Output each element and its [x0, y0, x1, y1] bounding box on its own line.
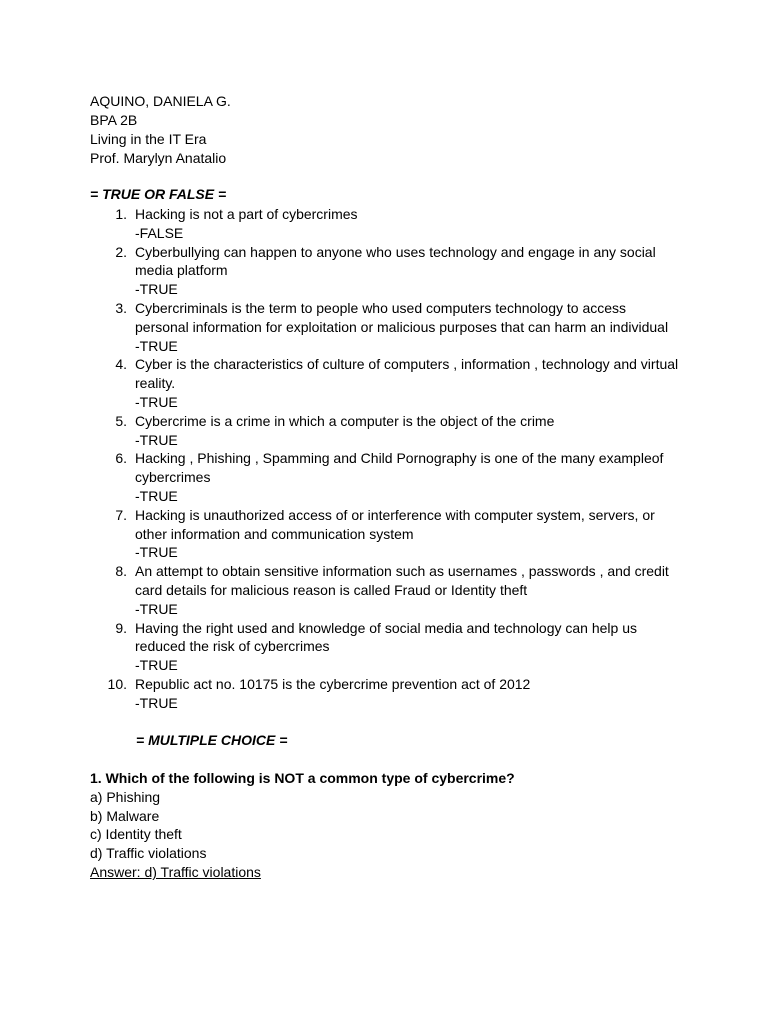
item-answer: -FALSE [135, 224, 184, 241]
list-item [90, 355, 690, 411]
student-section: BPA 2B [90, 112, 138, 128]
item-question: Cyberbullying can happen to anyone who uses technology and engage in any social media platform [135, 243, 656, 279]
item-number: 9. [115, 619, 127, 636]
item-answer: -TRUE [135, 431, 178, 448]
item-question: Cyber is the characteristics of culture of computers , information , technology and virtual reality. [135, 356, 679, 392]
list-item [90, 675, 690, 713]
item-number: 10. [107, 675, 127, 692]
mc-question: 1. Which of the following is NOT a common type of cybercrime? [90, 770, 515, 786]
item-question: Cybercriminals is the term to people who used computers technology to access personal information for exploitation or malicious purposes that can harm an individual [135, 299, 669, 335]
item-question: Having the right used and knowledge of social media and technology can help us reduced the risk of cybercrimes [135, 619, 637, 655]
mc-answer: Answer: d) Traffic violations [90, 863, 261, 880]
student-header [90, 92, 231, 168]
course-name: Living in the IT Era [90, 131, 207, 147]
list-item [90, 562, 690, 618]
item-number: 5. [115, 412, 127, 429]
true-false-list [90, 205, 690, 713]
item-answer: -TRUE [135, 544, 178, 561]
list-item [90, 412, 690, 450]
item-answer: -TRUE [135, 393, 178, 410]
mc-option: b) Malware [90, 807, 160, 824]
mc-option: d) Traffic violations [90, 845, 207, 862]
item-answer: -TRUE [135, 281, 178, 298]
multiple-choice-title: = MULTIPLE CHOICE = [136, 732, 288, 748]
list-item [90, 619, 690, 675]
item-question: Hacking is not a part of cybercrimes [135, 206, 358, 222]
item-question: Cybercrime is a crime in which a computer is the object of the crime [135, 412, 555, 429]
item-answer: -TRUE [135, 600, 178, 617]
mc-option: a) Phishing [90, 788, 161, 805]
item-answer: -TRUE [135, 657, 178, 674]
list-item [90, 449, 690, 505]
professor-name: Prof. Marylyn Anatalio [90, 150, 227, 166]
student-name: AQUINO, DANIELA G. [90, 93, 231, 109]
item-question: Republic act no. 10175 is the cybercrime prevention act of 2012 [135, 675, 531, 692]
list-item [90, 205, 690, 243]
item-question: Hacking , Phishing , Spamming and Child Pornography is one of the many exampleof cybercrimes [135, 450, 664, 486]
item-answer: -TRUE [135, 337, 178, 354]
item-number: 7. [115, 506, 127, 523]
true-false-title: = TRUE OR FALSE = [90, 186, 227, 202]
item-number: 3. [115, 299, 127, 316]
item-number: 4. [115, 356, 127, 373]
item-number: 2. [115, 243, 127, 260]
item-number: 1. [115, 206, 127, 222]
item-question: Hacking is unauthorized access of or interference with computer system, servers, or other information and communication system [135, 506, 655, 542]
mc-option: c) Identity theft [90, 826, 182, 843]
multiple-choice-block [90, 769, 515, 882]
list-item [90, 506, 690, 562]
item-answer: -TRUE [135, 487, 178, 504]
item-question: An attempt to obtain sensitive information such as usernames , passwords , and credit card details for malicious reason is called Fraud or Identity theft [135, 563, 669, 598]
list-item [90, 299, 690, 355]
item-number: 6. [115, 450, 127, 467]
item-number: 8. [115, 563, 127, 580]
item-answer: -TRUE [135, 694, 178, 711]
list-item [90, 243, 690, 299]
